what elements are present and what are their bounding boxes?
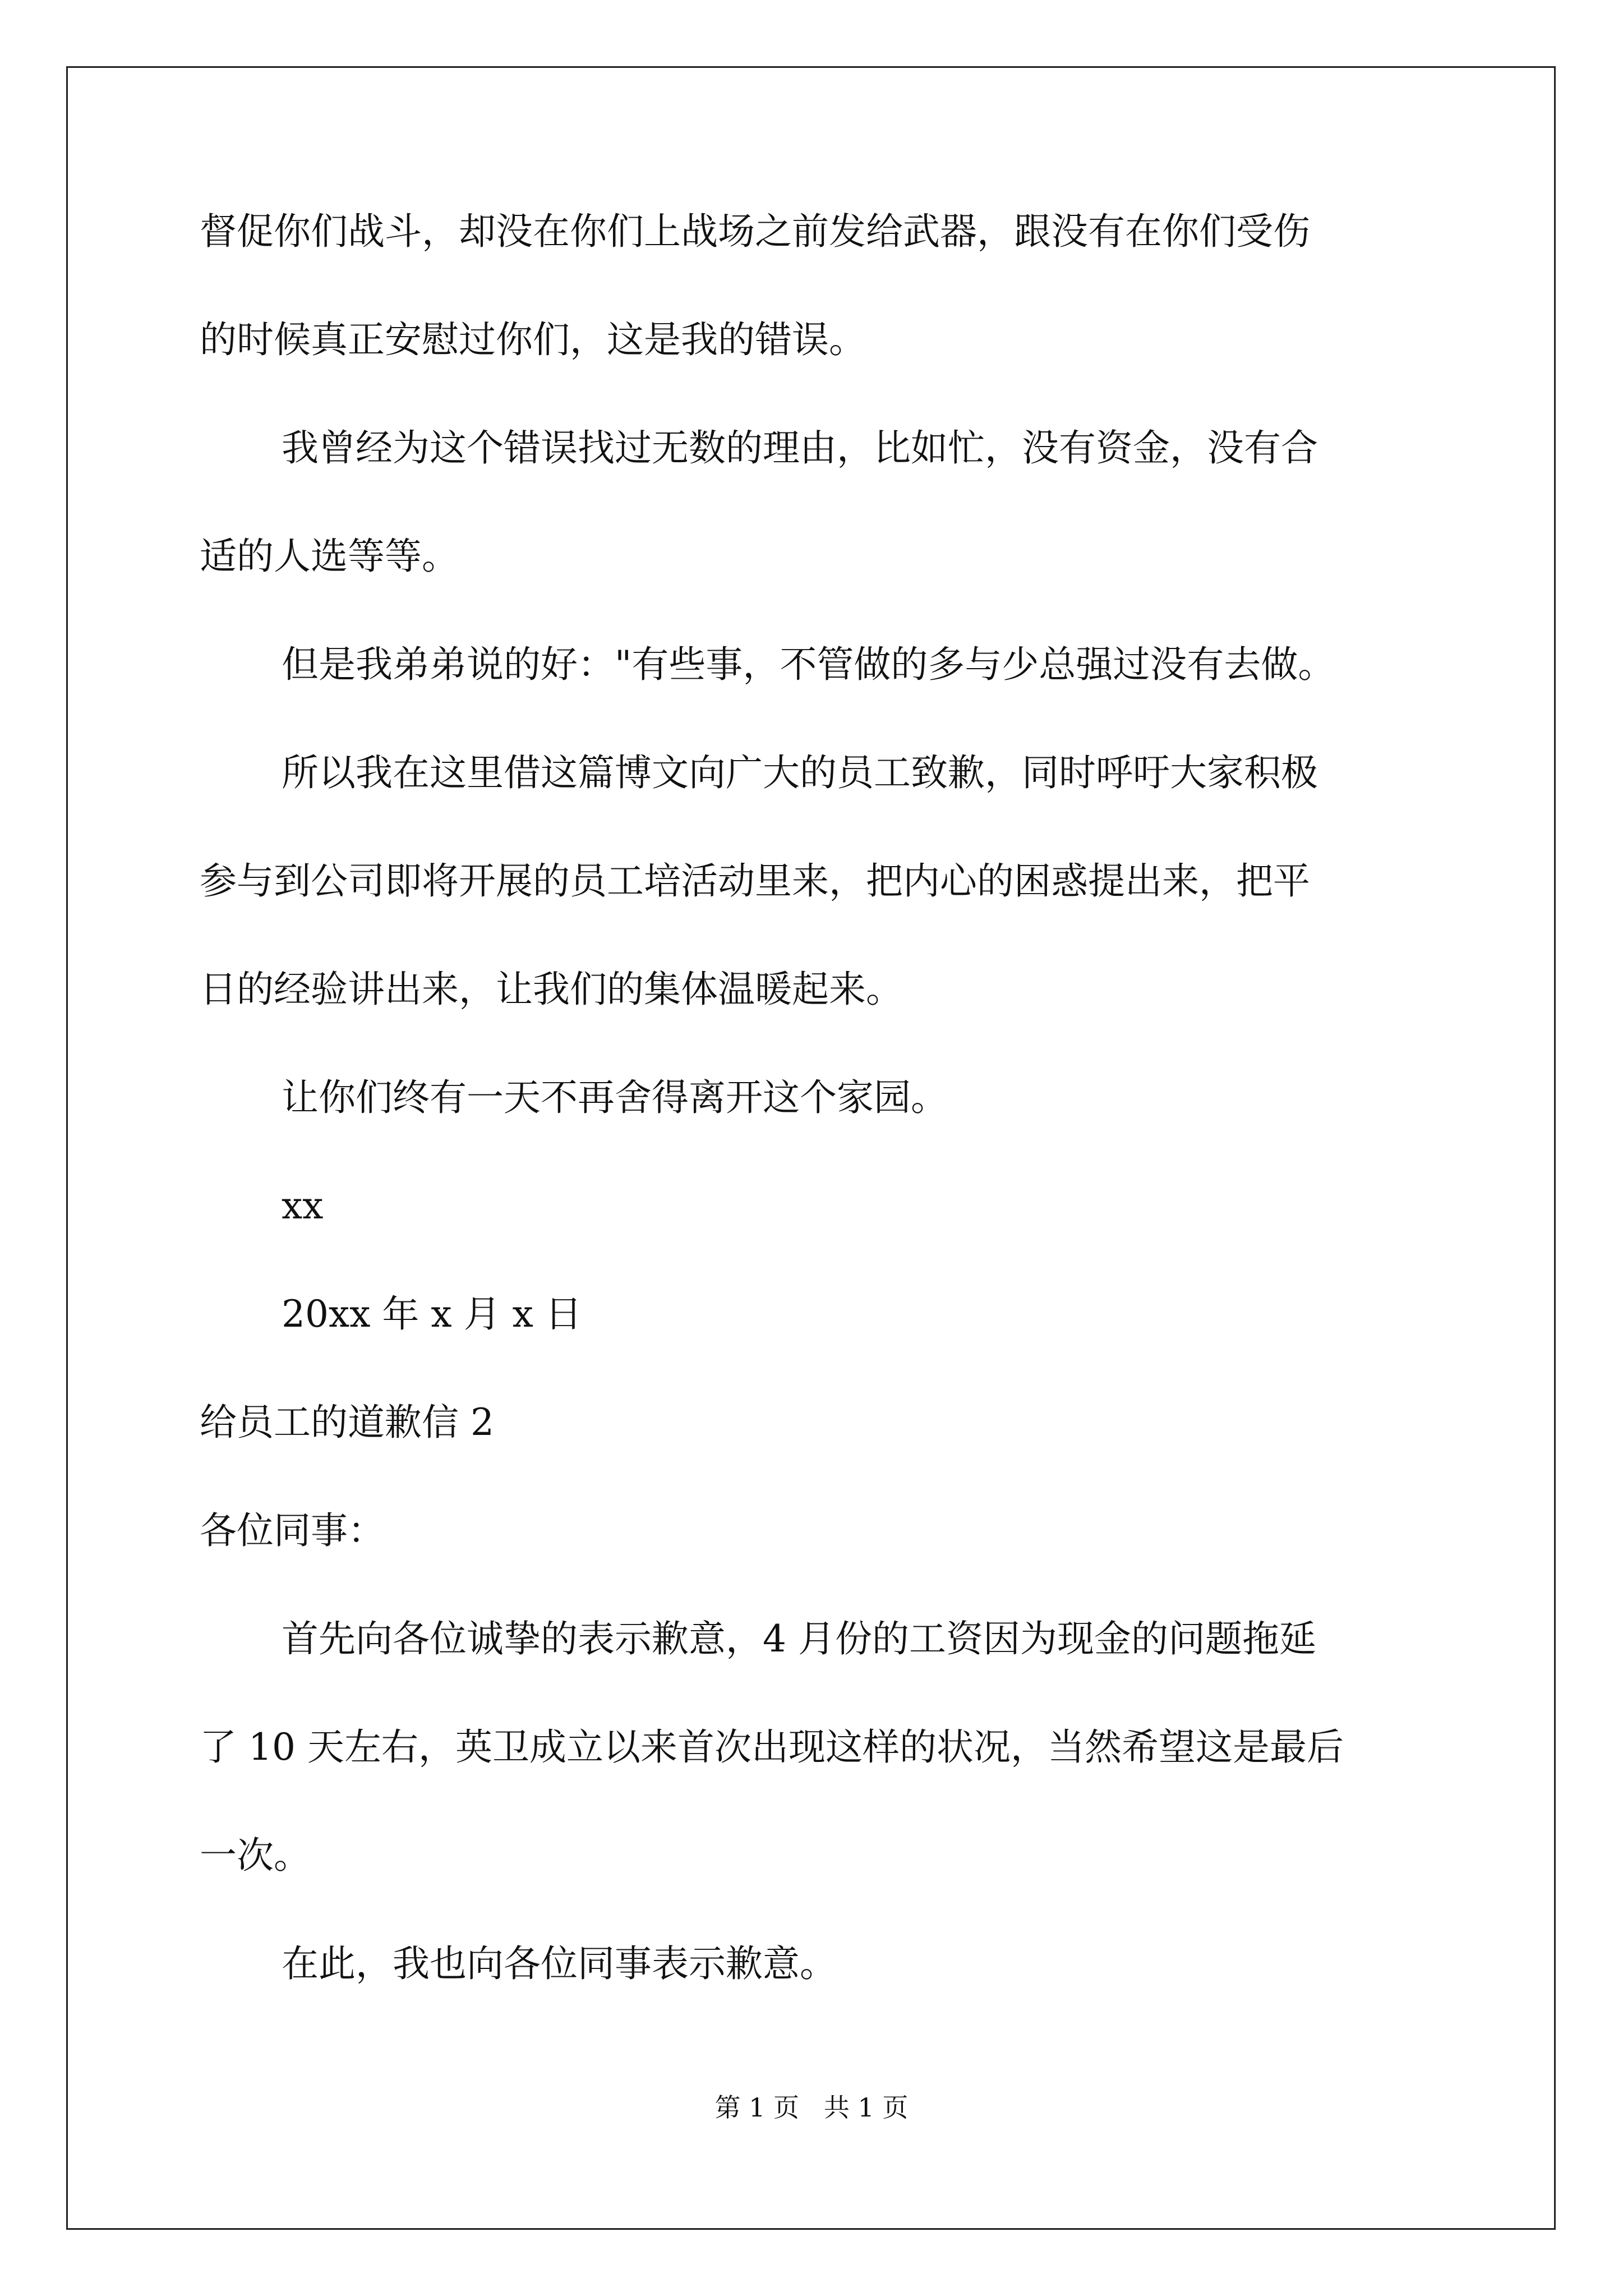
text-line-16: 一次。 bbox=[200, 1834, 311, 1877]
text-line-17: 在此，我也向各位同事表示歉意。 bbox=[282, 1942, 837, 1985]
signature-date: 20xx 年 x 月 x 日 bbox=[282, 1292, 582, 1336]
text-line-15: 了 10 天左右，英卫成立以来首次出现这样的状况，当然希望这是最后 bbox=[200, 1726, 1344, 1769]
text-line-6: 所以我在这里借这篇博文向广大的员工致歉，同时呼吁大家积极 bbox=[282, 751, 1318, 794]
text-line-3: 我曾经为这个错误找过无数的理由，比如忙，没有资金，没有合 bbox=[282, 426, 1318, 470]
page-border bbox=[66, 66, 1556, 2230]
page-footer: 第 1 页 共 1 页 bbox=[714, 2092, 909, 2123]
signature-name: xx bbox=[282, 1184, 324, 1227]
text-line-1: 督促你们战斗，却没在你们上战场之前发给武器，跟没有在你们受伤 bbox=[200, 210, 1310, 253]
salutation: 各位同事： bbox=[200, 1509, 385, 1552]
text-line-4: 适的人选等等。 bbox=[200, 535, 459, 578]
text-line-9: 让你们终有一天不再舍得离开这个家园。 bbox=[282, 1076, 948, 1119]
text-line-2: 的时候真正安慰过你们，这是我的错误。 bbox=[200, 318, 866, 361]
text-line-7: 参与到公司即将开展的员工培活动里来，把内心的困惑提出来，把平 bbox=[200, 859, 1310, 903]
text-line-8: 日的经验讲出来，让我们的集体温暖起来。 bbox=[200, 968, 903, 1011]
text-line-5: 但是我弟弟说的好："有些事，不管做的多与少总强过没有去做。 bbox=[282, 643, 1335, 686]
text-line-14: 首先向各位诚挚的表示歉意，4 月份的工资因为现金的问题拖延 bbox=[282, 1617, 1316, 1660]
section-heading: 给员工的道歉信 2 bbox=[200, 1401, 494, 1444]
